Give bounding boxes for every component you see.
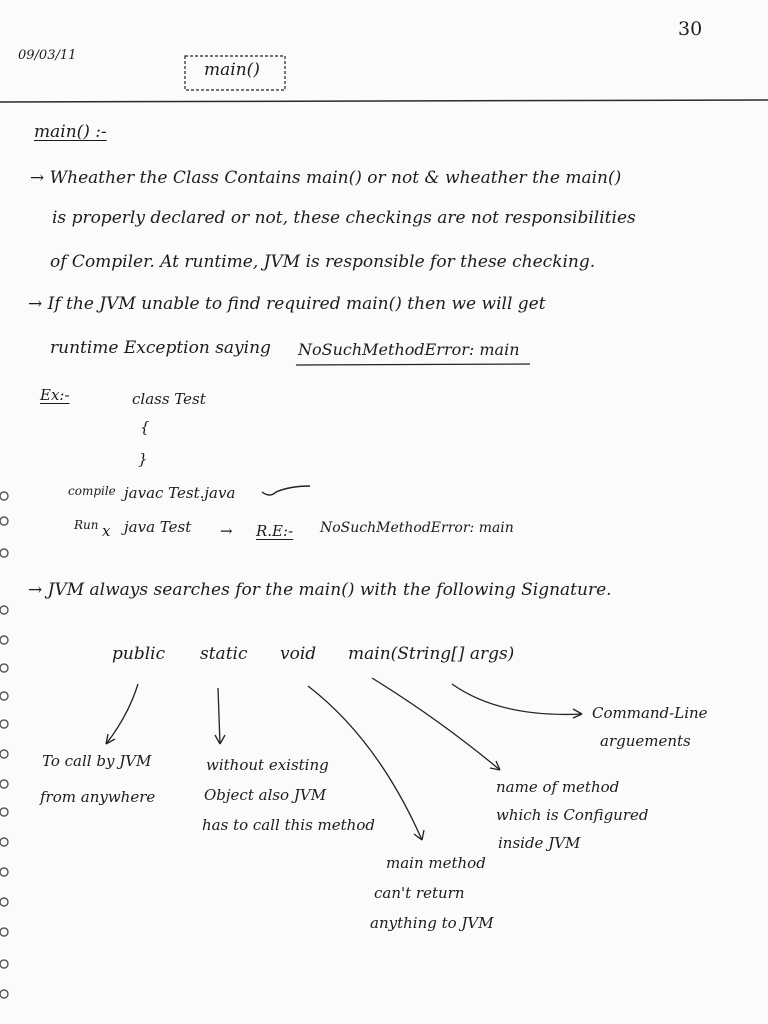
note-static-3: has to call this method <box>202 816 375 834</box>
note-args-2: arguements <box>600 732 691 750</box>
example-label: Ex:- <box>40 386 70 404</box>
date: 09/03/11 <box>18 48 77 63</box>
run-mark: x <box>102 522 111 540</box>
note-public-1: To call by JVM <box>42 752 152 770</box>
code-class-test: class Test <box>132 390 206 408</box>
runtime-error-name: NoSuchMethodError: main <box>320 520 514 536</box>
compile-label: compile <box>68 484 116 498</box>
margin-rule <box>0 100 768 102</box>
heading: main() <box>204 60 260 80</box>
para1-line2: is properly declared or not, these checkings are not responsibilities <box>52 208 636 228</box>
note-main-2: which is Configured <box>496 806 649 824</box>
error-name: NoSuchMethodError: main <box>298 340 520 359</box>
page-number: 30 <box>678 18 703 40</box>
note-static-2: Object also JVM <box>204 786 327 804</box>
code-brace-close: } <box>138 450 148 468</box>
error-underline <box>296 364 530 365</box>
sig-void: void <box>280 644 317 664</box>
note-main-1: name of method <box>496 778 620 796</box>
check-mark <box>262 486 310 495</box>
code-brace-open: { <box>140 418 150 436</box>
para1-line1: → Wheather the Class Contains main() or not & wheather the main() <box>30 168 622 188</box>
para2-line1: → If the JVM unable to find required main() then we will get <box>28 294 546 314</box>
arrow-public <box>106 684 138 744</box>
note-main-3: inside JVM <box>498 834 581 852</box>
section-title: main() :- <box>34 122 107 142</box>
note-public-2: from anywhere <box>40 788 156 806</box>
arrow-main <box>372 678 500 770</box>
arrow-static <box>218 688 220 744</box>
para1-line3: of Compiler. At runtime, JVM is responsible for these checking. <box>50 252 596 272</box>
run-arrow: → <box>220 522 233 540</box>
note-args-1: Command-Line <box>592 704 708 722</box>
note-static-1: without existing <box>206 756 329 774</box>
sig-public: public <box>112 644 166 664</box>
sig-static: static <box>200 644 248 664</box>
binder-holes <box>0 492 8 998</box>
note-void-1: main method <box>386 854 486 872</box>
note-void-3: anything to JVM <box>370 914 494 932</box>
para2-line2: runtime Exception saying <box>50 338 271 358</box>
run-label: Run <box>74 518 99 532</box>
run-command: java Test <box>124 518 192 536</box>
note-void-2: can't return <box>374 884 465 902</box>
compile-command: javac Test.java <box>124 484 236 502</box>
runtime-error-label: R.E:- <box>256 522 294 540</box>
para3: → JVM always searches for the main() with the following Signature. <box>28 580 612 600</box>
arrow-args <box>452 684 582 714</box>
sig-main: main(String[] args) <box>348 644 515 664</box>
